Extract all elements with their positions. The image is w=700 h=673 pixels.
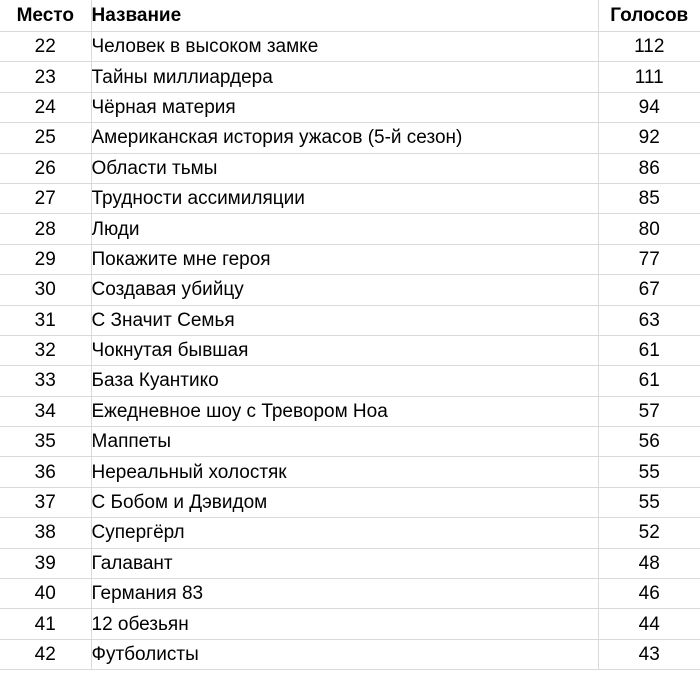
table-row xyxy=(0,457,700,487)
title-cell[interactable]: Области тьмы xyxy=(91,153,598,183)
table-row xyxy=(0,396,700,426)
votes-cell[interactable]: 63 xyxy=(598,305,700,335)
table-row xyxy=(0,153,700,183)
rank-cell[interactable]: 25 xyxy=(0,123,91,153)
header-votes[interactable]: Голосов xyxy=(598,0,700,32)
title-cell[interactable]: Чокнутая бывшая xyxy=(91,335,598,365)
votes-cell[interactable]: 86 xyxy=(598,153,700,183)
table-row xyxy=(0,244,700,274)
title-cell[interactable]: С Значит Семья xyxy=(91,305,598,335)
rank-cell[interactable]: 22 xyxy=(0,32,91,62)
table-row xyxy=(0,92,700,122)
rank-cell[interactable]: 28 xyxy=(0,214,91,244)
header-rank[interactable]: Место xyxy=(0,0,91,32)
votes-cell[interactable]: 52 xyxy=(598,518,700,548)
table-row xyxy=(0,579,700,609)
table-row xyxy=(0,639,700,669)
table-row xyxy=(0,335,700,365)
votes-cell[interactable]: 67 xyxy=(598,275,700,305)
title-cell[interactable]: Германия 83 xyxy=(91,579,598,609)
title-cell[interactable]: Футболисты xyxy=(91,639,598,669)
votes-cell[interactable]: 57 xyxy=(598,396,700,426)
votes-cell[interactable]: 61 xyxy=(598,335,700,365)
title-cell[interactable]: Человек в высоком замке xyxy=(91,32,598,62)
rank-cell[interactable]: 29 xyxy=(0,244,91,274)
table-row xyxy=(0,487,700,517)
votes-cell[interactable]: 94 xyxy=(598,92,700,122)
table-row xyxy=(0,518,700,548)
rank-cell[interactable]: 33 xyxy=(0,366,91,396)
votes-cell[interactable]: 44 xyxy=(598,609,700,639)
rank-cell[interactable]: 26 xyxy=(0,153,91,183)
header-row xyxy=(0,0,700,32)
votes-cell[interactable]: 92 xyxy=(598,123,700,153)
title-cell[interactable]: Люди xyxy=(91,214,598,244)
table-row xyxy=(0,183,700,213)
rank-cell[interactable]: 24 xyxy=(0,92,91,122)
table-row xyxy=(0,275,700,305)
title-cell[interactable]: С Бобом и Дэвидом xyxy=(91,487,598,517)
votes-cell[interactable]: 43 xyxy=(598,639,700,669)
rank-cell[interactable]: 40 xyxy=(0,579,91,609)
title-cell[interactable]: Нереальный холостяк xyxy=(91,457,598,487)
table-row xyxy=(0,427,700,457)
table-row xyxy=(0,548,700,578)
title-cell[interactable]: Американская история ужасов (5-й сезон) xyxy=(91,123,598,153)
votes-cell[interactable]: 77 xyxy=(598,244,700,274)
votes-cell[interactable]: 112 xyxy=(598,32,700,62)
title-cell[interactable]: Чёрная материя xyxy=(91,92,598,122)
votes-cell[interactable]: 80 xyxy=(598,214,700,244)
rank-cell[interactable]: 38 xyxy=(0,518,91,548)
rank-cell[interactable]: 34 xyxy=(0,396,91,426)
rank-cell[interactable]: 27 xyxy=(0,183,91,213)
title-cell[interactable]: Маппеты xyxy=(91,427,598,457)
rank-cell[interactable]: 36 xyxy=(0,457,91,487)
rank-cell[interactable]: 30 xyxy=(0,275,91,305)
table-row xyxy=(0,62,700,92)
title-cell[interactable]: Супергёрл xyxy=(91,518,598,548)
header-title[interactable]: Название xyxy=(91,0,598,32)
votes-cell[interactable]: 48 xyxy=(598,548,700,578)
title-cell[interactable]: Тайны миллиардера xyxy=(91,62,598,92)
title-cell[interactable]: 12 обезьян xyxy=(91,609,598,639)
table-body xyxy=(0,32,700,670)
rank-cell[interactable]: 32 xyxy=(0,335,91,365)
rank-cell[interactable]: 23 xyxy=(0,62,91,92)
rank-cell[interactable]: 35 xyxy=(0,427,91,457)
rank-cell[interactable]: 31 xyxy=(0,305,91,335)
title-cell[interactable]: Галавант xyxy=(91,548,598,578)
title-cell[interactable]: Трудности ассимиляции xyxy=(91,183,598,213)
table-row xyxy=(0,32,700,62)
table-row xyxy=(0,305,700,335)
table-row xyxy=(0,214,700,244)
votes-cell[interactable]: 56 xyxy=(598,427,700,457)
votes-cell[interactable]: 111 xyxy=(598,62,700,92)
title-cell[interactable]: Покажите мне героя xyxy=(91,244,598,274)
title-cell[interactable]: Ежедневное шоу с Тревором Ноа xyxy=(91,396,598,426)
rank-cell[interactable]: 37 xyxy=(0,487,91,517)
votes-cell[interactable]: 85 xyxy=(598,183,700,213)
table-header xyxy=(0,0,700,32)
rank-cell[interactable]: 42 xyxy=(0,639,91,669)
votes-cell[interactable]: 46 xyxy=(598,579,700,609)
table-row xyxy=(0,609,700,639)
votes-cell[interactable]: 55 xyxy=(598,457,700,487)
rank-cell[interactable]: 41 xyxy=(0,609,91,639)
table-row xyxy=(0,366,700,396)
votes-cell[interactable]: 61 xyxy=(598,366,700,396)
title-cell[interactable]: Создавая убийцу xyxy=(91,275,598,305)
table-row xyxy=(0,123,700,153)
votes-cell[interactable]: 55 xyxy=(598,487,700,517)
title-cell[interactable]: База Куантико xyxy=(91,366,598,396)
rank-cell[interactable]: 39 xyxy=(0,548,91,578)
